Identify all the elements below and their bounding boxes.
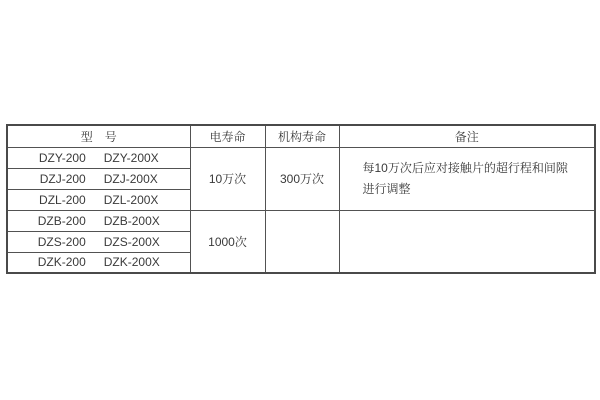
model-name-x: DZK-200X (103, 255, 160, 270)
model-name-x: DZL-200X (103, 192, 159, 207)
model-cell (7, 147, 190, 168)
model-cell (7, 168, 190, 189)
remarks-bottom-cell (339, 210, 595, 273)
model-cell (7, 210, 190, 231)
header-mechanical-life: 机构寿命 (265, 125, 339, 147)
remarks-top-cell (339, 147, 595, 210)
model-cell (7, 189, 190, 210)
model-name: DZL-200 (39, 192, 86, 207)
model-name: DZS-200 (37, 234, 86, 249)
model-cell (7, 231, 190, 252)
model-name: DZK-200 (37, 255, 86, 270)
header-model: 型 号 (7, 125, 190, 147)
table-row-dzy (7, 147, 595, 168)
electrical-life-bottom-cell: 1000次 (190, 210, 265, 273)
model-name: DZB-200 (37, 213, 86, 228)
model-name-x: DZB-200X (103, 213, 160, 228)
mechanical-life-top-cell: 300万次 (265, 147, 339, 210)
remarks-line-2: 进行调整 (362, 181, 411, 196)
table-row-dzb (7, 210, 595, 231)
model-name-x: DZY-200X (103, 150, 159, 165)
relay-life-spec-table (6, 124, 596, 274)
model-name: DZY-200 (38, 150, 86, 165)
header-row (7, 125, 595, 147)
remarks-line-1: 每10万次后应对接触片的超行程和间隙 (362, 160, 568, 175)
header-electrical-life: 电寿命 (190, 125, 265, 147)
header-remarks: 备注 (339, 125, 595, 147)
model-name-x: DZJ-200X (103, 171, 158, 186)
electrical-life-top-cell: 10万次 (190, 147, 265, 210)
mechanical-life-bottom-cell (265, 210, 339, 273)
model-cell (7, 252, 190, 273)
model-name-x: DZS-200X (103, 234, 160, 249)
model-name: DZJ-200 (39, 171, 86, 186)
